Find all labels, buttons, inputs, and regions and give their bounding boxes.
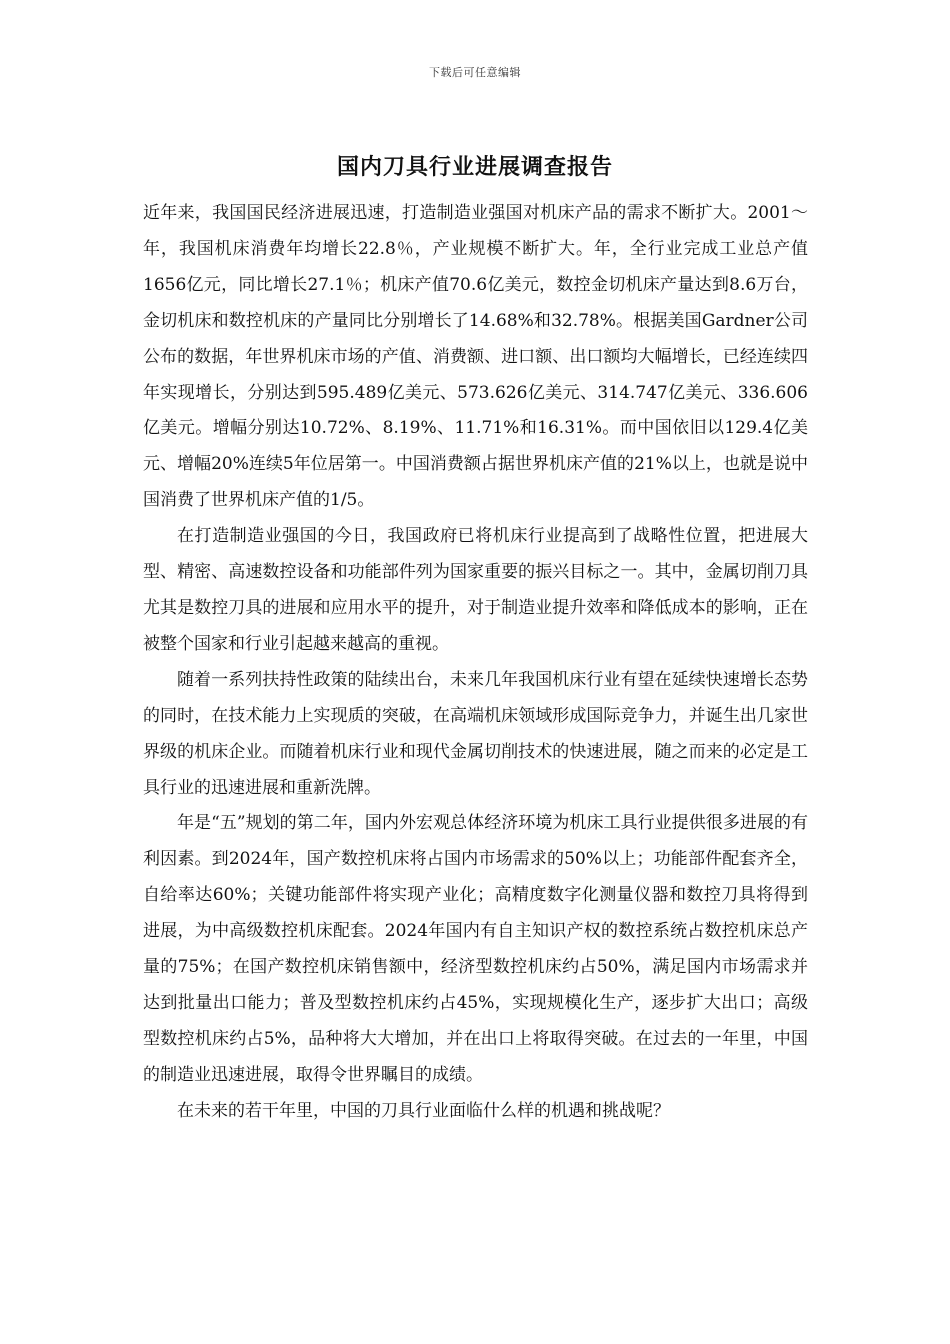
paragraph-3: 随着一系列扶持性政策的陆续出台，未来几年我国机床行业有望在延续快速增长态势的同时，在技术能力上实现质的突破，在高端机床领域形成国际竞争力，并诞生出几家世界级的机床企业。而随着机床行业和现代金属切削技术的快速进展，随之而来的必定是工具行业的迅速进展和重新洗牌。 [143, 669, 808, 798]
paragraph-4: 年是“五”规划的第二年，国内外宏观总体经济环境为机床工具行业提供很多进展的有利因素。到2024年，国产数控机床将占国内市场需求的50%以上；功能部件配套齐全，自给率达60%；关键功能部件将实现产业化；高精度数字化测量仪器和数控刀具将得到进展，为中高级数控机床配套。2024年国内有自主知识产权的数控系统占数控机床总产量的75%；在国产数控机床销售额中，经济型数控机床约占50%，满足国内市场需求并达到批量出口能力；普及型数控机床约占45%，实现规模化生产，逐步扩大出口；高级型数控机床约占5%，品种将大大增加，并在出口上将取得突破。在过去的一年里，中国的制造业迅速进展，取得令世界瞩目的成绩。 [143, 813, 808, 1085]
paragraph-1: 近年来，我国国民经济进展迅速，打造制造业强国对机床产品的需求不断扩大。2001～年，我国机床消费年均增长22.8％，产业规模不断扩大。年，全行业完成工业总产值1656亿元，同比增长27.1％；机床产值70.6亿美元，数控金切机床产量达到8.6万台，金切机床和数控机床的产量同比分别增长了14.68%和32.78%。根据美国Gardner公司公布的数据，年世界机床市场的产值、消费额、进口额、出口额均大幅增长，已经连续四年实现增长，分别达到595.489亿美元、573.626亿美元、314.747亿美元、336.606亿美元。增幅分别达10.72%、8.19%、11.71%和16.31%。而中国依旧以129.4亿美元、增幅20%连续5年位居第一。中国消费额占据世界机床产值的21%以上，也就是说中国消费了世界机床产值的1/5。 [143, 203, 808, 511]
page-header-note: 下载后可任意编辑 [429, 66, 521, 79]
document-body [143, 196, 808, 1130]
paragraph-5: 在未来的若干年里，中国的刀具行业面临什么样的机遇和挑战呢？ [177, 1100, 670, 1121]
document-title: 国内刀具行业进展调查报告 [336, 154, 613, 180]
paragraph-2: 在打造制造业强国的今日，我国政府已将机床行业提高到了战略性位置，把进展大型、精密、高速数控设备和功能部件列为国家重要的振兴目标之一。其中，金属切削刀具尤其是数控刀具的进展和应用水平的提升，对于制造业提升效率和降低成本的影响，正在被整个国家和行业引起越来越高的重视。 [143, 526, 808, 654]
